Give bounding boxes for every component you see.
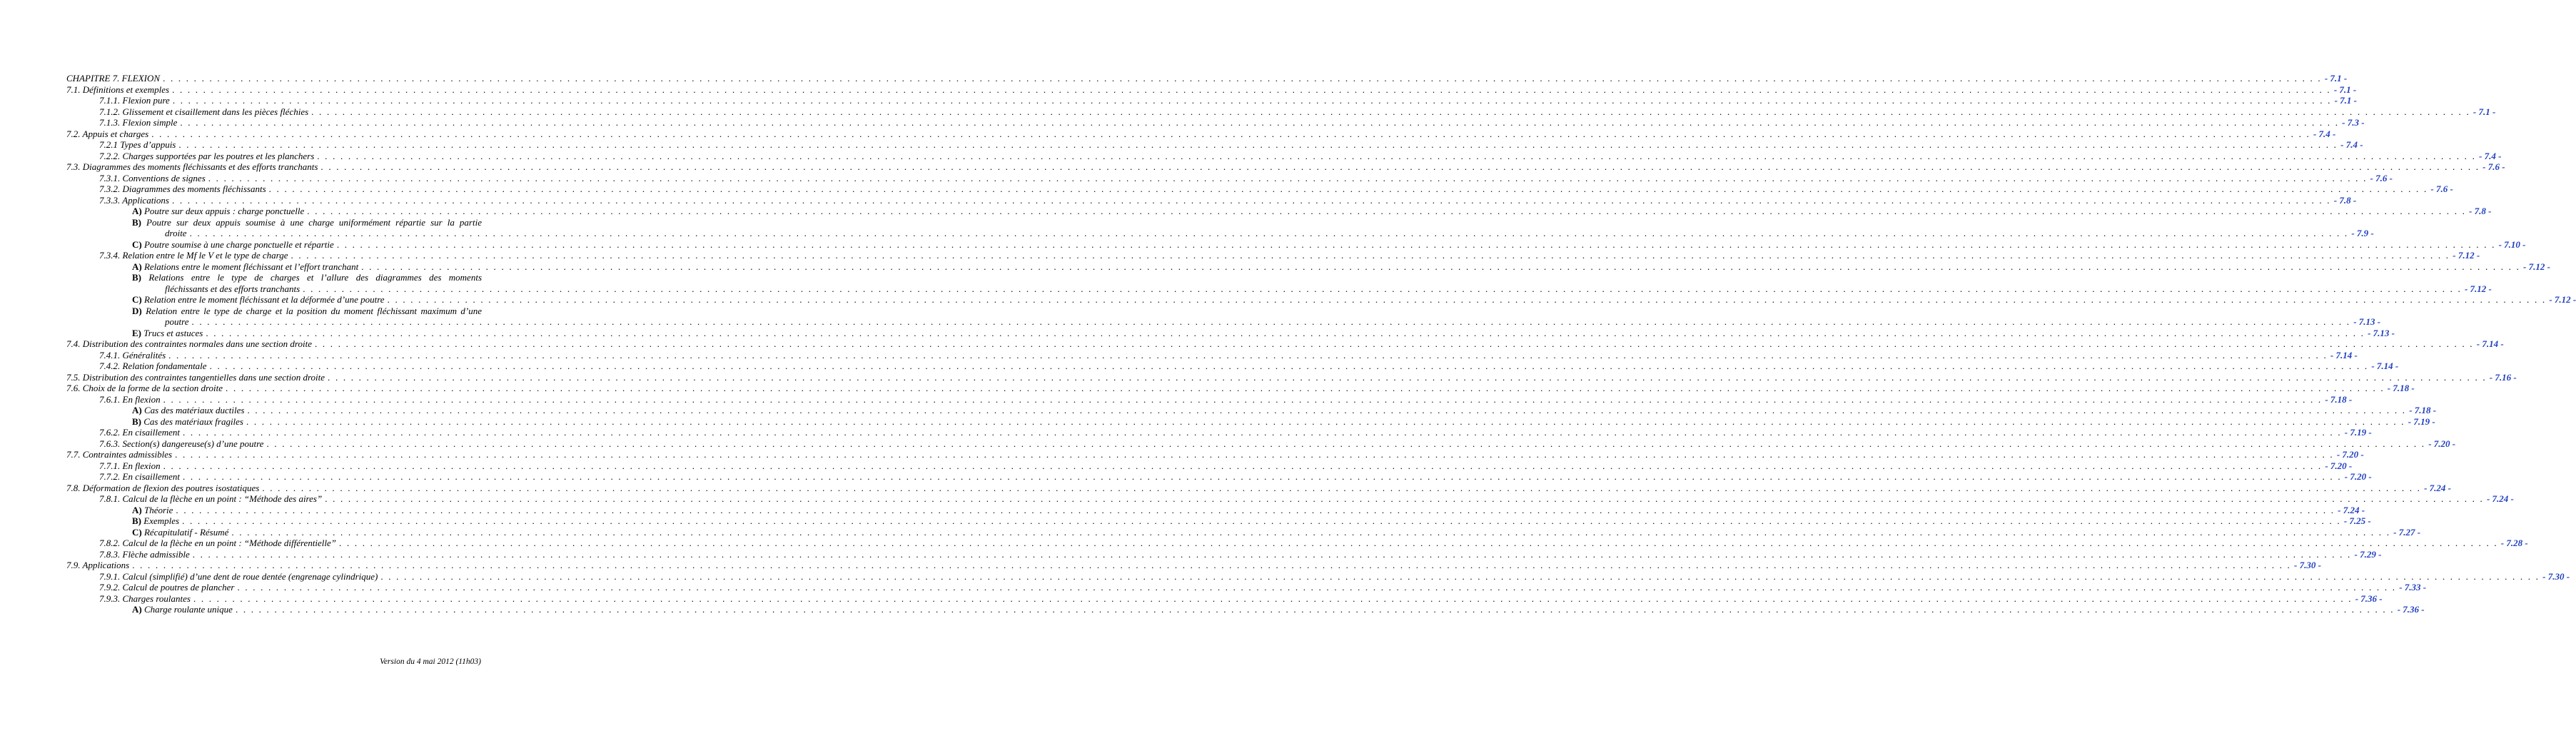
toc-leader-dots [320,161,2480,173]
toc-entry[interactable] [66,482,2451,494]
toc-page-number[interactable]: - 7.1 - [2473,106,2496,117]
toc-entry-label: 7.2.2. Charges supportées par les poutres et les planchers [99,150,315,161]
toc-entry-label: Relation entre le moment fléchissant et la déformée d’une poutre [143,294,385,305]
toc-page-number[interactable]: - 7.1 - [2334,95,2357,106]
toc-page-number[interactable]: - 7.6 - [2430,183,2453,194]
toc-page-number[interactable]: - 7.12 - [2523,261,2550,272]
toc-leader-dots [132,560,2291,571]
toc-entry-label: Relations entre le type de charges et l’allure des diagrammes des moments [148,272,483,283]
toc-entry-letter: B) [132,216,141,228]
toc-leader-dots [178,139,2338,151]
toc-entry[interactable] [66,73,2348,84]
toc-entry-label: 7.7.1. En flexion [99,460,161,471]
toc-entry-letter: D) [132,305,142,316]
toc-leader-dots [311,106,2470,118]
toc-leader-dots [262,483,2421,494]
toc-entry[interactable] [66,238,2526,251]
toc-entry-label: 7.1.1. Flexion pure [99,95,170,106]
toc-entry-label: 7.3.4. Relation entre le Mf le V et le type de charge [99,250,288,261]
toc-leader-dots [176,505,2335,516]
toc-entry-label: 7.1.3. Flexion simple [99,117,178,128]
toc-entry-label: Théorie [143,504,173,515]
toc-entry-label: 7.4. Distribution des contraintes normales dans une section droite [66,338,312,349]
toc-entry-label: 7.3.2. Diagrammes des moments fléchissants [99,183,266,194]
table-of-contents [66,73,2576,615]
toc-entry-letter: A) [132,604,142,615]
toc-entry-label: 7.8.1. Calcul de la flèche en un point : “Méthode des aires” [99,493,323,504]
toc-page-number[interactable]: - 7.14 - [2330,349,2358,361]
toc-entry-label: Récapitulatif - Résumé [143,526,229,538]
toc-page-number[interactable]: - 7.14 - [2476,338,2504,349]
toc-entry[interactable] [66,449,2364,460]
toc-page-number[interactable]: - 7.8 - [2469,206,2492,216]
toc-leader-dots [183,427,2342,438]
toc-page-number[interactable]: - 7.12 - [2464,283,2492,294]
toc-entry-label: Relation entre le type de charge et la position du moment fléchissant maximum d’une [146,305,483,316]
toc-entry-letter: C) [132,294,142,305]
toc-entry[interactable] [66,228,2374,239]
toc-entry[interactable] [66,460,2353,472]
toc-entry-label: 7.7. Contraintes admissibles [66,449,173,460]
toc-page-number[interactable]: - 7.9 - [2351,228,2374,238]
toc-leader-dots [269,183,2428,195]
toc-page-number[interactable]: - 7.24 - [2424,482,2451,493]
toc-entry-label: Relations entre le moment fléchissant et l’effort tranchant [143,261,359,272]
toc-entry-label: 7.6.3. Section(s) dangereuse(s) d’une poutre [99,438,264,449]
toc-entry-text [99,250,288,261]
toc-entry-text [99,106,308,118]
toc-page-number[interactable]: - 7.1 - [2324,73,2348,84]
toc-entry[interactable] [66,139,2363,151]
toc-leader-dots [303,283,2462,295]
toc-entry[interactable] [66,261,2550,273]
toc-page-number[interactable]: - 7.14 - [2371,361,2399,371]
toc-entry-text [66,449,172,460]
toc-entry-label: Exemples [143,515,180,526]
toc-entry-text [99,361,207,372]
toc-page-number[interactable]: - 7.13 - [2368,327,2395,338]
toc-entry-text [132,206,304,217]
toc-leader-dots [175,449,2334,460]
toc-entry[interactable] [66,538,2528,549]
toc-page-number[interactable]: - 7.33 - [2399,582,2427,593]
toc-entry-label: 7.2. Appuis et charges [66,128,149,139]
toc-entry-text [132,604,233,615]
toc-entry[interactable] [66,117,2365,128]
toc-leader-dots [183,471,2342,483]
toc-page-number[interactable]: - 7.4 - [2479,150,2502,161]
toc-entry[interactable] [66,383,2415,394]
toc-entry[interactable] [66,206,2492,217]
toc-leader-dots [361,261,2520,273]
toc-entry-text [165,283,300,295]
toc-entry-label: 7.6.1. En flexion [99,393,161,405]
toc-entry-text [132,527,228,538]
toc-entry-text [99,493,322,505]
toc-leader-dots [206,328,2365,339]
toc-page-number[interactable]: - 7.8 - [2333,194,2357,206]
toc-entry-text [132,416,243,428]
toc-page-number[interactable]: - 7.27 - [2393,526,2421,538]
toc-entry-label: 7.2.1 Types d’appuis [99,139,176,150]
toc-entry[interactable] [66,183,2453,195]
toc-entry[interactable] [66,471,2372,483]
toc-entry[interactable] [66,515,2371,527]
toc-entry-letter: A) [132,504,142,515]
toc-entry[interactable] [66,604,2425,615]
toc-leader-dots [193,549,2352,560]
toc-entry-letter: A) [132,405,142,415]
toc-page-number[interactable]: - 7.24 - [2338,504,2365,515]
toc-page-number[interactable]: - 7.12 - [2549,294,2576,305]
toc-entry-text [66,128,148,140]
toc-entry-label: Poutre sur deux appuis soumise à une charge uniformément répartie sur la partie [146,216,482,228]
toc-entry-letter: A) [132,261,142,272]
toc-leader-dots [291,250,2450,261]
toc-page-number[interactable]: - 7.25 - [2343,515,2371,526]
toc-entry-letter: C) [132,238,142,250]
toc-entry-text [66,73,160,84]
toc-entry-text [99,471,180,483]
toc-page-number[interactable]: - 7.16 - [2489,371,2517,383]
toc-entry-continuation: fléchissants et des efforts tranchants [165,283,300,294]
toc-entry-text [66,383,223,394]
toc-page-number[interactable]: - 7.20 - [2428,438,2456,449]
toc-entry-wrapped-line [66,306,482,317]
toc-entry-continuation: droite [165,228,187,238]
toc-page-number[interactable]: - 7.6 - [2482,161,2505,172]
toc-entry-label: Charge roulante unique [143,604,233,615]
toc-page-number[interactable]: - 7.19 - [2408,415,2435,427]
toc-entry-label: 7.9.3. Charges roulantes [99,593,191,604]
toc-entry-text [132,328,203,339]
toc-entry-label: 7.6.2. En cisaillement [99,427,181,438]
toc-entry-text [99,427,180,438]
toc-entry-text [66,338,312,350]
toc-entry[interactable] [66,560,2321,571]
toc-leader-dots [337,239,2496,251]
toc-entry-wrapped-line [66,217,482,228]
toc-entry-label: 7.1. Définitions et exemples [66,84,170,95]
toc-entry-continuation: poutre [165,316,189,327]
toc-entry-text [99,183,266,195]
toc-entry[interactable] [66,526,2421,538]
toc-leader-dots [246,416,2405,428]
toc-entry-text [99,438,263,450]
toc-entry-text [132,515,179,527]
toc-page-number[interactable]: - 7.30 - [2542,570,2570,582]
toc-entry-label: CHAPITRE 7. FLEXION [66,73,161,84]
toc-page-number[interactable]: - 7.6 - [2370,172,2393,183]
toc-entry[interactable] [66,338,2504,350]
toc-leader-dots [182,515,2341,527]
toc-entry[interactable] [66,493,2514,505]
toc-entry-text [165,316,188,328]
toc-leader-dots [173,95,2332,106]
toc-leader-dots [231,527,2390,538]
toc-entry[interactable] [66,438,2456,450]
toc-entry-text [165,228,187,239]
toc-entry-label: 7.5. Distribution des contraintes tangentielles dans une section droite [66,371,325,383]
toc-entry-text [66,560,129,571]
toc-leader-dots [339,538,2498,549]
toc-leader-dots [325,493,2484,505]
toc-leader-dots [191,316,2350,328]
toc-entry-text [99,117,177,128]
toc-entry[interactable] [66,172,2393,184]
toc-entry-label: 7.9. Applications [66,560,130,570]
toc-leader-dots [163,460,2323,472]
toc-entry-label: 7.4.1. Généralités [99,349,166,361]
toc-leader-dots [163,73,2322,84]
toc-entry-letter: A) [132,206,142,216]
toc-entry-text [99,571,378,583]
toc-entry[interactable] [66,106,2496,118]
toc-entry-label: 7.4.2. Relation fondamentale [99,361,207,371]
toc-entry[interactable] [66,250,2480,261]
toc-page-number[interactable]: - 7.36 - [2355,593,2383,604]
toc-entry-text [132,261,358,273]
toc-leader-dots [151,128,2310,140]
toc-entry-label: Poutre soumise à une charge ponctuelle et répartie [143,238,334,250]
toc-leader-dots [307,206,2466,217]
toc-entry-text [99,582,234,593]
toc-leader-dots [237,582,2396,593]
toc-entry-text [66,372,325,383]
toc-entry-letter: B) [132,415,141,427]
toc-page-number[interactable]: - 7.18 - [2325,393,2353,405]
toc-entry[interactable] [66,393,2353,405]
toc-leader-dots [172,195,2331,206]
toc-page-number[interactable]: - 7.1 - [2333,84,2357,95]
version-footer: Version du 4 mai 2012 (11h03) [380,657,481,666]
toc-page-number[interactable]: - 7.18 - [2387,383,2415,393]
toc-entry[interactable] [66,593,2383,605]
toc-entry-label: 7.8. Déformation de flexion des poutres isostatiques [66,482,260,493]
toc-entry-label: Cas des matériaux ductiles [143,405,245,415]
toc-entry[interactable] [66,349,2358,361]
toc-entry[interactable] [66,570,2570,583]
toc-entry[interactable] [66,316,2381,328]
toc-leader-dots [208,173,2368,184]
toc-leader-dots [193,593,2353,605]
toc-entry-letter: E) [132,327,141,338]
toc-page-number[interactable]: - 7.12 - [2453,250,2480,261]
toc-entry-text [132,239,334,251]
toc-entry-label: Trucs et astuces [143,327,203,338]
toc-entry-label: 7.1.2. Glissement et cisaillement dans les pièces fléchies [99,106,309,117]
toc-entry[interactable] [66,582,2427,593]
toc-page-number[interactable]: - 7.4 - [2313,128,2336,139]
toc-entry-text [99,195,169,206]
toc-entry-wrapped-line [66,272,482,283]
toc-leader-dots [315,338,2474,350]
toc-entry-text [99,538,336,549]
toc-entry-label: 7.8.3. Flèche admissible [99,548,190,560]
toc-entry-label: 7.3.3. Applications [99,194,169,206]
toc-entry-text [99,139,176,151]
toc-leader-dots [226,383,2385,394]
toc-leader-dots [172,84,2331,96]
toc-page-number[interactable]: - 7.28 - [2500,538,2528,548]
toc-entry-text [99,350,166,361]
toc-entry-label: 7.9.2. Calcul de poutres de plancher [99,582,235,593]
toc-entry[interactable] [66,294,2576,306]
toc-page-number[interactable]: - 7.3 - [2342,117,2365,128]
toc-page-number[interactable]: - 7.18 - [2409,405,2437,415]
toc-entry-label: Poutre sur deux appuis : charge ponctuelle [143,206,305,216]
toc-page-number[interactable]: - 7.4 - [2340,139,2363,150]
toc-entry-text [132,294,385,306]
toc-entry[interactable] [66,150,2502,162]
toc-entry-label: Cas des matériaux fragiles [143,415,243,427]
toc-page-number[interactable]: - 7.24 - [2486,493,2514,504]
toc-entry[interactable] [66,84,2357,96]
toc-entry-text [99,549,190,560]
toc-entry-text [66,161,318,173]
toc-entry[interactable] [66,405,2437,416]
toc-entry-text [99,95,170,106]
toc-entry[interactable] [66,361,2399,372]
toc-entry[interactable] [66,548,2382,560]
toc-entry-letter: C) [132,526,142,538]
toc-leader-dots [163,394,2323,405]
toc-entry-letter: B) [132,515,141,526]
toc-leader-dots [328,372,2487,383]
toc-page-number[interactable]: - 7.20 - [2344,471,2372,482]
toc-leader-dots [388,294,2547,306]
toc-entry-text [99,460,161,472]
toc-entry[interactable] [66,504,2365,516]
toc-page-number[interactable]: - 7.20 - [2336,449,2364,460]
toc-entry[interactable] [66,95,2357,106]
toc-page-number[interactable]: - 7.10 - [2498,238,2526,250]
toc-entry-text [132,505,173,516]
toc-entry-text [99,151,314,162]
toc-leader-dots [210,361,2369,372]
toc-leader-dots [180,117,2339,128]
toc-page-number[interactable]: - 7.20 - [2325,460,2353,471]
toc-entry[interactable] [66,327,2395,339]
toc-leader-dots [190,228,2349,239]
toc-entry-letter: B) [132,272,141,283]
toc-page-number[interactable]: - 7.36 - [2397,604,2425,615]
toc-leader-dots [247,405,2406,416]
toc-entry-text [99,593,191,605]
toc-leader-dots [236,604,2395,615]
toc-leader-dots [317,151,2476,162]
toc-page-number[interactable]: - 7.29 - [2354,548,2382,560]
toc-entry-text [99,173,206,184]
toc-entry-label: 7.7.2. En cisaillement [99,471,181,482]
toc-page-number[interactable]: - 7.19 - [2344,427,2372,438]
toc-entry-text [66,84,169,96]
toc-entry[interactable] [66,128,2336,140]
toc-entry-label: 7.3. Diagrammes des moments fléchissants et des efforts tranchants [66,161,318,172]
toc-entry-label: 7.6. Choix de la forme de la section droite [66,383,223,393]
toc-entry[interactable] [66,427,2372,438]
toc-entry-label: 7.8.2. Calcul de la flèche en un point : “Méthode différentielle” [99,538,337,548]
toc-entry[interactable] [66,283,2492,295]
toc-entry[interactable] [66,194,2357,206]
toc-leader-dots [168,350,2328,361]
toc-entry-text [99,394,161,405]
toc-leader-dots [266,438,2425,450]
toc-entry-text [66,483,259,494]
toc-page-number[interactable]: - 7.13 - [2353,316,2381,327]
toc-entry-label: 7.3.1. Conventions de signes [99,172,206,183]
toc-entry[interactable] [66,371,2517,383]
toc-entry[interactable] [66,161,2505,173]
toc-leader-dots [380,571,2540,583]
toc-entry-text [132,405,244,416]
toc-page-number[interactable]: - 7.30 - [2293,560,2321,570]
toc-entry-label: 7.9.1. Calcul (simplifié) d’une dent de roue dentée (engrenage cylindrique) [99,570,378,582]
toc-entry[interactable] [66,415,2435,428]
